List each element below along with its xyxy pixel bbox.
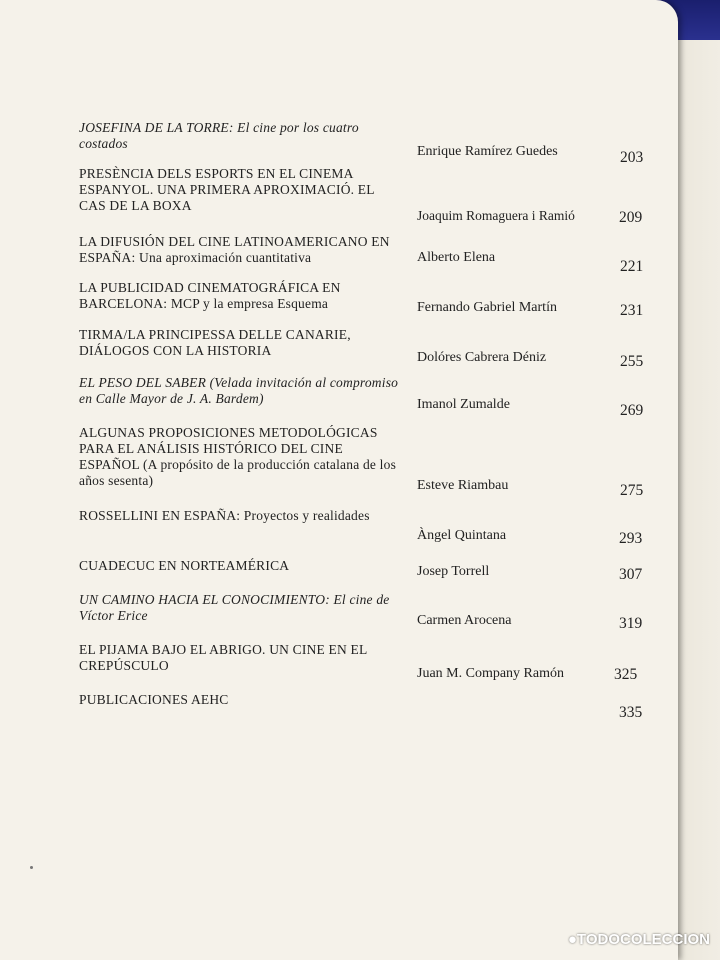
entry-page-number: 203 <box>620 149 644 166</box>
entry-page-number: 307 <box>619 566 643 583</box>
entry-author: Imanol Zumalde <box>417 397 510 412</box>
entry-page-number: 319 <box>619 615 643 632</box>
entry-author: Joaquim Romaguera i Ramió <box>417 208 575 223</box>
entry-author: Fernando Gabriel Martín <box>417 300 557 315</box>
entry-author: Alberto Elena <box>417 250 496 265</box>
entry-author: Josep Torrell <box>417 564 490 579</box>
entry-page-number: 335 <box>619 704 643 721</box>
entry-title: ALGUNAS PROPOSICIONES METODOLÓGICAS PARA EL ANÁLISIS HISTÓRICO DEL CINE ESPAÑOL (A propósito de la producción catalana de los años sesenta) <box>79 425 397 488</box>
entry-title: TIRMA/LA PRINCIPESSA DELLE CANARIE, DIÁLOGOS CON LA HISTORIA <box>79 327 351 358</box>
entry-page-number: 209 <box>619 209 643 226</box>
entry-page-number: 231 <box>620 302 644 319</box>
entry-page-number: 293 <box>619 530 643 547</box>
entry-author: Enrique Ramírez Guedes <box>417 144 558 159</box>
entry-page-number: 255 <box>620 353 644 370</box>
entry-title: ROSSELLINI EN ESPAÑA: Proyectos y realidades <box>79 508 370 523</box>
entry-title: EL PESO DEL SABER (Velada invitación al compromiso en Calle Mayor de J. A. Bardem) <box>79 375 399 406</box>
paper-speck <box>30 866 33 869</box>
entry-title: LA PUBLICIDAD CINEMATOGRÁFICA EN BARCELONA: MCP y la empresa Esquema <box>79 280 341 311</box>
entry-title: CUADECUC EN NORTEAMÉRICA <box>79 558 290 573</box>
entry-page-number: 221 <box>620 258 644 275</box>
entry-author: Dolóres Cabrera Déniz <box>417 350 547 365</box>
entry-page-number: 269 <box>620 402 644 419</box>
entry-title: UN CAMINO HACIA EL CONOCIMIENTO: El cine de Víctor Erice <box>79 592 390 623</box>
entry-page-number: 275 <box>620 482 644 499</box>
entry-title: LA DIFUSIÓN DEL CINE LATINOAMERICANO EN ESPAÑA: Una aproximación cuantitativa <box>79 234 390 265</box>
entry-author: Àngel Quintana <box>417 528 507 543</box>
entry-title: EL PIJAMA BAJO EL ABRIGO. UN CINE EN EL CREPÚSCULO <box>79 642 367 673</box>
entry-title: PRESÈNCIA DELS ESPORTS EN EL CINEMA ESPANYOL. UNA PRIMERA APROXIMACIÓ. EL CAS DE LA BOXA <box>79 166 375 213</box>
entry-author: Juan M. Company Ramón <box>417 666 564 681</box>
watermark-logo: ●TODOCOLECCION <box>567 931 710 948</box>
entry-title: PUBLICACIONES AEHC <box>79 692 229 707</box>
entry-author: Carmen Arocena <box>417 613 512 628</box>
entry-author: Esteve Riambau <box>417 478 509 493</box>
entry-page-number: 325 <box>614 666 638 683</box>
entry-title: JOSEFINA DE LA TORRE: El cine por los cuatro costados <box>79 120 359 151</box>
